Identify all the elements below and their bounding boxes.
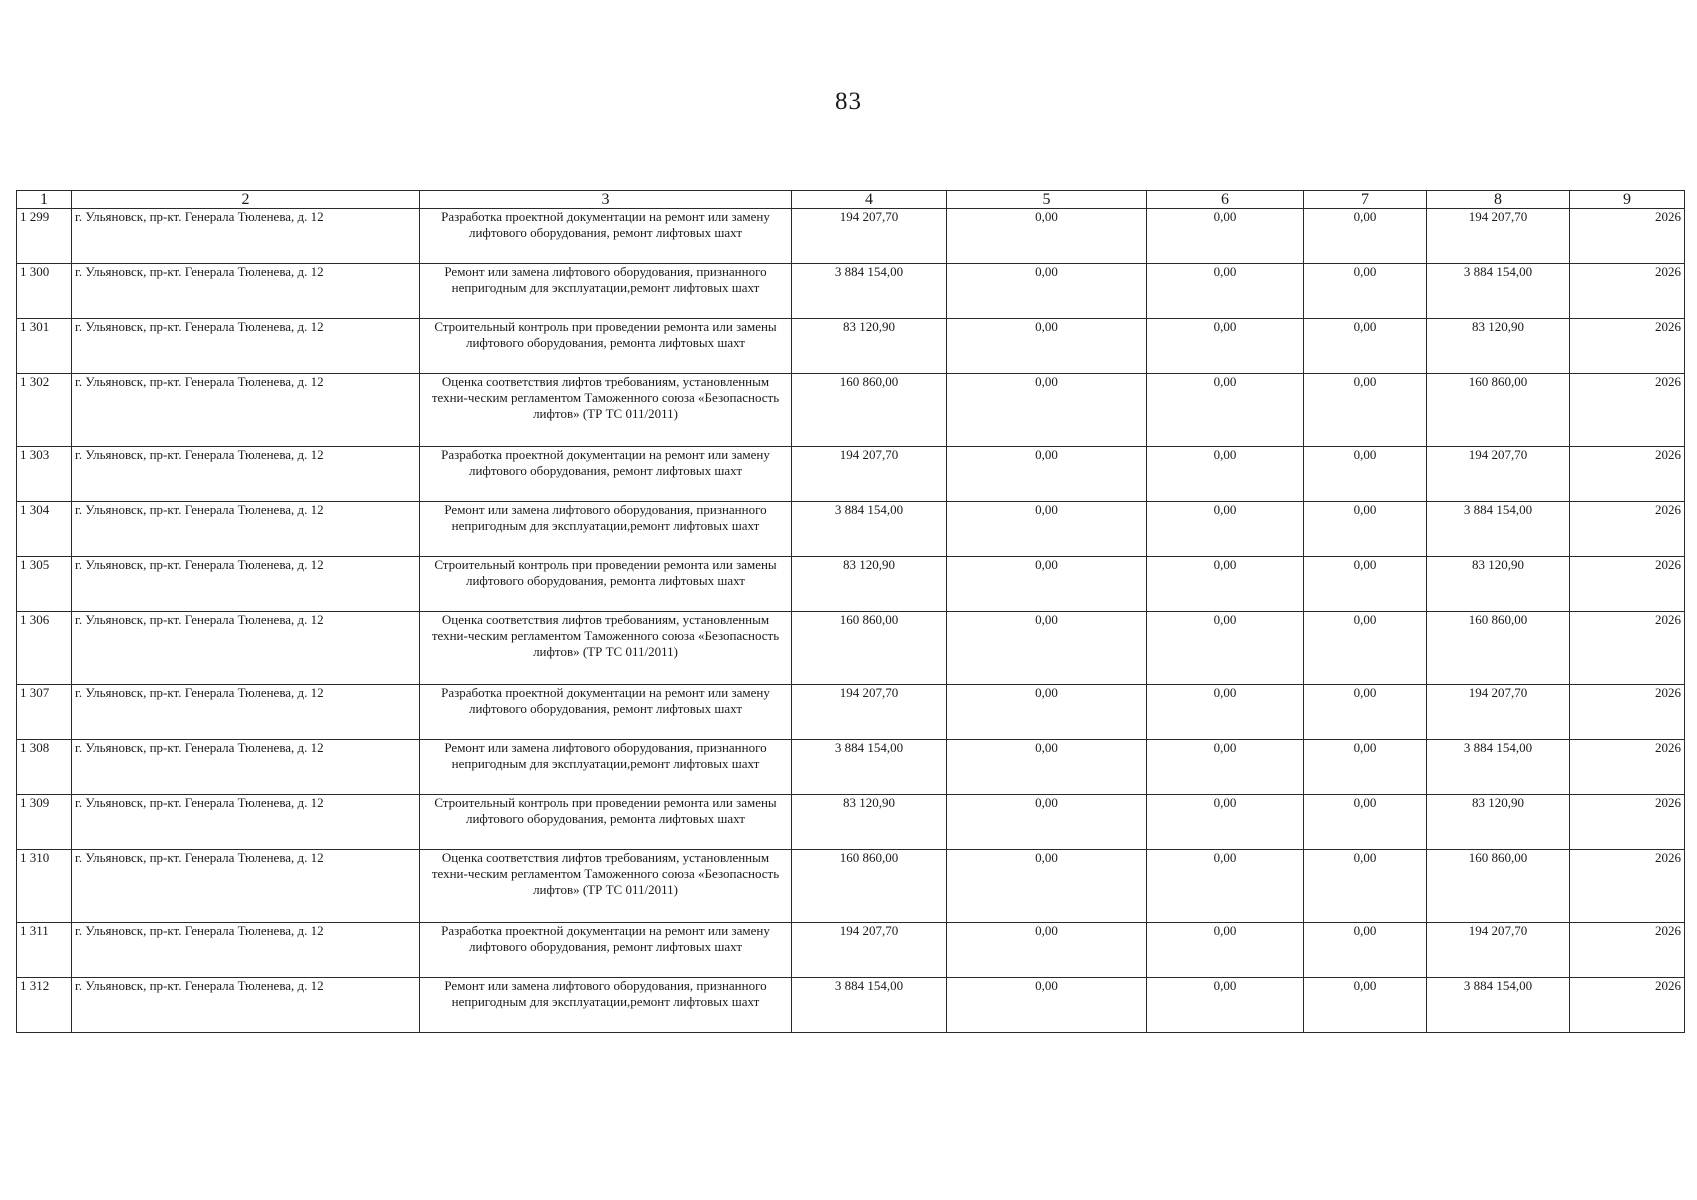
repair-schedule-table [16,190,1685,1033]
work-type-cell: Строительный контроль при проведении ремонта или замены лифтового оборудования, ремонта лифтовых шахт [420,319,792,374]
amount-cell: 0,00 [947,374,1147,447]
table-row [17,319,1685,374]
amount-cell: 0,00 [1304,264,1427,319]
work-type-cell: Ремонт или замена лифтового оборудования, признанного непригодным для эксплуатации,ремонт лифтовых шахт [420,978,792,1033]
total-cost-cell: 194 207,70 [792,923,947,978]
amount-cell: 0,00 [947,264,1147,319]
address-cell: г. Ульяновск, пр-кт. Генерала Тюленева, д. 12 [72,209,420,264]
table-row [17,264,1685,319]
amount-cell: 0,00 [1147,209,1304,264]
address-cell: г. Ульяновск, пр-кт. Генерала Тюленева, д. 12 [72,685,420,740]
amount-cell: 83 120,90 [1427,319,1570,374]
address-cell: г. Ульяновск, пр-кт. Генерала Тюленева, д. 12 [72,557,420,612]
work-type-cell: Оценка соответствия лифтов требованиям, установленным техни-ческим регламентом Таможенного союза «Безопасность лифтов» (ТР ТС 011/2011) [420,612,792,685]
address-cell: г. Ульяновск, пр-кт. Генерала Тюленева, д. 12 [72,374,420,447]
amount-cell: 0,00 [1147,923,1304,978]
row-number: 1 299 [17,209,72,264]
amount-cell: 0,00 [947,850,1147,923]
amount-cell: 0,00 [1304,502,1427,557]
amount-cell: 0,00 [1147,850,1304,923]
total-cost-cell: 3 884 154,00 [792,502,947,557]
year-cell: 2026 [1570,612,1685,685]
amount-cell: 0,00 [1147,685,1304,740]
table-row [17,374,1685,447]
amount-cell: 194 207,70 [1427,447,1570,502]
amount-cell: 0,00 [1147,557,1304,612]
address-cell: г. Ульяновск, пр-кт. Генерала Тюленева, д. 12 [72,850,420,923]
year-cell: 2026 [1570,795,1685,850]
amount-cell: 0,00 [1147,319,1304,374]
row-number: 1 306 [17,612,72,685]
column-header: 6 [1147,191,1304,209]
column-number-row [17,191,1685,209]
table-row [17,795,1685,850]
amount-cell: 0,00 [947,502,1147,557]
address-cell: г. Ульяновск, пр-кт. Генерала Тюленева, д. 12 [72,795,420,850]
total-cost-cell: 160 860,00 [792,612,947,685]
year-cell: 2026 [1570,264,1685,319]
amount-cell: 0,00 [947,740,1147,795]
row-number: 1 308 [17,740,72,795]
row-number: 1 302 [17,374,72,447]
row-number: 1 300 [17,264,72,319]
column-header: 5 [947,191,1147,209]
amount-cell: 0,00 [947,685,1147,740]
work-type-cell: Ремонт или замена лифтового оборудования, признанного непригодным для эксплуатации,ремонт лифтовых шахт [420,740,792,795]
column-header: 2 [72,191,420,209]
table-row [17,685,1685,740]
amount-cell: 0,00 [1147,978,1304,1033]
amount-cell: 0,00 [947,319,1147,374]
amount-cell: 0,00 [1147,740,1304,795]
amount-cell: 0,00 [1147,447,1304,502]
year-cell: 2026 [1570,685,1685,740]
work-type-cell: Разработка проектной документации на ремонт или замену лифтового оборудования, ремонт лифтовых шахт [420,685,792,740]
total-cost-cell: 194 207,70 [792,685,947,740]
amount-cell: 0,00 [1147,502,1304,557]
amount-cell: 160 860,00 [1427,374,1570,447]
amount-cell: 0,00 [947,447,1147,502]
row-number: 1 305 [17,557,72,612]
row-number: 1 309 [17,795,72,850]
year-cell: 2026 [1570,319,1685,374]
column-header: 9 [1570,191,1685,209]
work-type-cell: Оценка соответствия лифтов требованиям, установленным техни-ческим регламентом Таможенного союза «Безопасность лифтов» (ТР ТС 011/2011) [420,374,792,447]
amount-cell: 160 860,00 [1427,850,1570,923]
year-cell: 2026 [1570,978,1685,1033]
total-cost-cell: 83 120,90 [792,795,947,850]
amount-cell: 3 884 154,00 [1427,978,1570,1033]
amount-cell: 0,00 [1304,612,1427,685]
amount-cell: 0,00 [1304,850,1427,923]
amount-cell: 83 120,90 [1427,795,1570,850]
year-cell: 2026 [1570,447,1685,502]
column-header: 1 [17,191,72,209]
row-number: 1 307 [17,685,72,740]
amount-cell: 0,00 [947,557,1147,612]
address-cell: г. Ульяновск, пр-кт. Генерала Тюленева, д. 12 [72,612,420,685]
amount-cell: 0,00 [1304,447,1427,502]
amount-cell: 194 207,70 [1427,209,1570,264]
total-cost-cell: 83 120,90 [792,319,947,374]
year-cell: 2026 [1570,740,1685,795]
amount-cell: 0,00 [947,923,1147,978]
table-row [17,978,1685,1033]
row-number: 1 303 [17,447,72,502]
amount-cell: 0,00 [1147,264,1304,319]
amount-cell: 0,00 [1147,612,1304,685]
work-type-cell: Строительный контроль при проведении ремонта или замены лифтового оборудования, ремонта лифтовых шахт [420,557,792,612]
year-cell: 2026 [1570,850,1685,923]
table-row [17,209,1685,264]
total-cost-cell: 194 207,70 [792,447,947,502]
amount-cell: 160 860,00 [1427,612,1570,685]
amount-cell: 0,00 [1304,795,1427,850]
address-cell: г. Ульяновск, пр-кт. Генерала Тюленева, д. 12 [72,923,420,978]
table-row [17,557,1685,612]
amount-cell: 0,00 [1304,978,1427,1033]
amount-cell: 0,00 [1304,685,1427,740]
work-type-cell: Разработка проектной документации на ремонт или замену лифтового оборудования, ремонт лифтовых шахт [420,447,792,502]
amount-cell: 0,00 [947,978,1147,1033]
amount-cell: 194 207,70 [1427,923,1570,978]
total-cost-cell: 3 884 154,00 [792,740,947,795]
amount-cell: 0,00 [947,795,1147,850]
address-cell: г. Ульяновск, пр-кт. Генерала Тюленева, д. 12 [72,740,420,795]
total-cost-cell: 194 207,70 [792,209,947,264]
work-type-cell: Строительный контроль при проведении ремонта или замены лифтового оборудования, ремонта лифтовых шахт [420,795,792,850]
amount-cell: 194 207,70 [1427,685,1570,740]
address-cell: г. Ульяновск, пр-кт. Генерала Тюленева, д. 12 [72,264,420,319]
column-header: 4 [792,191,947,209]
column-header: 8 [1427,191,1570,209]
total-cost-cell: 160 860,00 [792,374,947,447]
table-row [17,923,1685,978]
row-number: 1 312 [17,978,72,1033]
year-cell: 2026 [1570,923,1685,978]
column-header: 3 [420,191,792,209]
page-number: 83 [835,88,862,115]
work-type-cell: Ремонт или замена лифтового оборудования, признанного непригодным для эксплуатации,ремонт лифтовых шахт [420,502,792,557]
amount-cell: 0,00 [1304,209,1427,264]
row-number: 1 310 [17,850,72,923]
amount-cell: 3 884 154,00 [1427,740,1570,795]
total-cost-cell: 160 860,00 [792,850,947,923]
row-number: 1 311 [17,923,72,978]
amount-cell: 0,00 [947,612,1147,685]
address-cell: г. Ульяновск, пр-кт. Генерала Тюленева, д. 12 [72,978,420,1033]
total-cost-cell: 3 884 154,00 [792,264,947,319]
row-number: 1 301 [17,319,72,374]
work-type-cell: Разработка проектной документации на ремонт или замену лифтового оборудования, ремонт лифтовых шахт [420,923,792,978]
work-type-cell: Ремонт или замена лифтового оборудования, признанного непригодным для эксплуатации,ремонт лифтовых шахт [420,264,792,319]
amount-cell: 0,00 [1304,923,1427,978]
total-cost-cell: 3 884 154,00 [792,978,947,1033]
table-row [17,740,1685,795]
column-header: 7 [1304,191,1427,209]
table-row [17,447,1685,502]
amount-cell: 3 884 154,00 [1427,502,1570,557]
total-cost-cell: 83 120,90 [792,557,947,612]
amount-cell: 0,00 [947,209,1147,264]
row-number: 1 304 [17,502,72,557]
work-type-cell: Разработка проектной документации на ремонт или замену лифтового оборудования, ремонт лифтовых шахт [420,209,792,264]
table-body [17,209,1685,1033]
address-cell: г. Ульяновск, пр-кт. Генерала Тюленева, д. 12 [72,447,420,502]
amount-cell: 0,00 [1304,740,1427,795]
table-row [17,850,1685,923]
address-cell: г. Ульяновск, пр-кт. Генерала Тюленева, д. 12 [72,319,420,374]
address-cell: г. Ульяновск, пр-кт. Генерала Тюленева, д. 12 [72,502,420,557]
work-type-cell: Оценка соответствия лифтов требованиям, установленным техни-ческим регламентом Таможенного союза «Безопасность лифтов» (ТР ТС 011/2011) [420,850,792,923]
year-cell: 2026 [1570,557,1685,612]
table-row [17,612,1685,685]
amount-cell: 3 884 154,00 [1427,264,1570,319]
year-cell: 2026 [1570,502,1685,557]
amount-cell: 83 120,90 [1427,557,1570,612]
year-cell: 2026 [1570,374,1685,447]
amount-cell: 0,00 [1304,557,1427,612]
year-cell: 2026 [1570,209,1685,264]
amount-cell: 0,00 [1147,374,1304,447]
table-row [17,502,1685,557]
amount-cell: 0,00 [1304,319,1427,374]
amount-cell: 0,00 [1304,374,1427,447]
amount-cell: 0,00 [1147,795,1304,850]
